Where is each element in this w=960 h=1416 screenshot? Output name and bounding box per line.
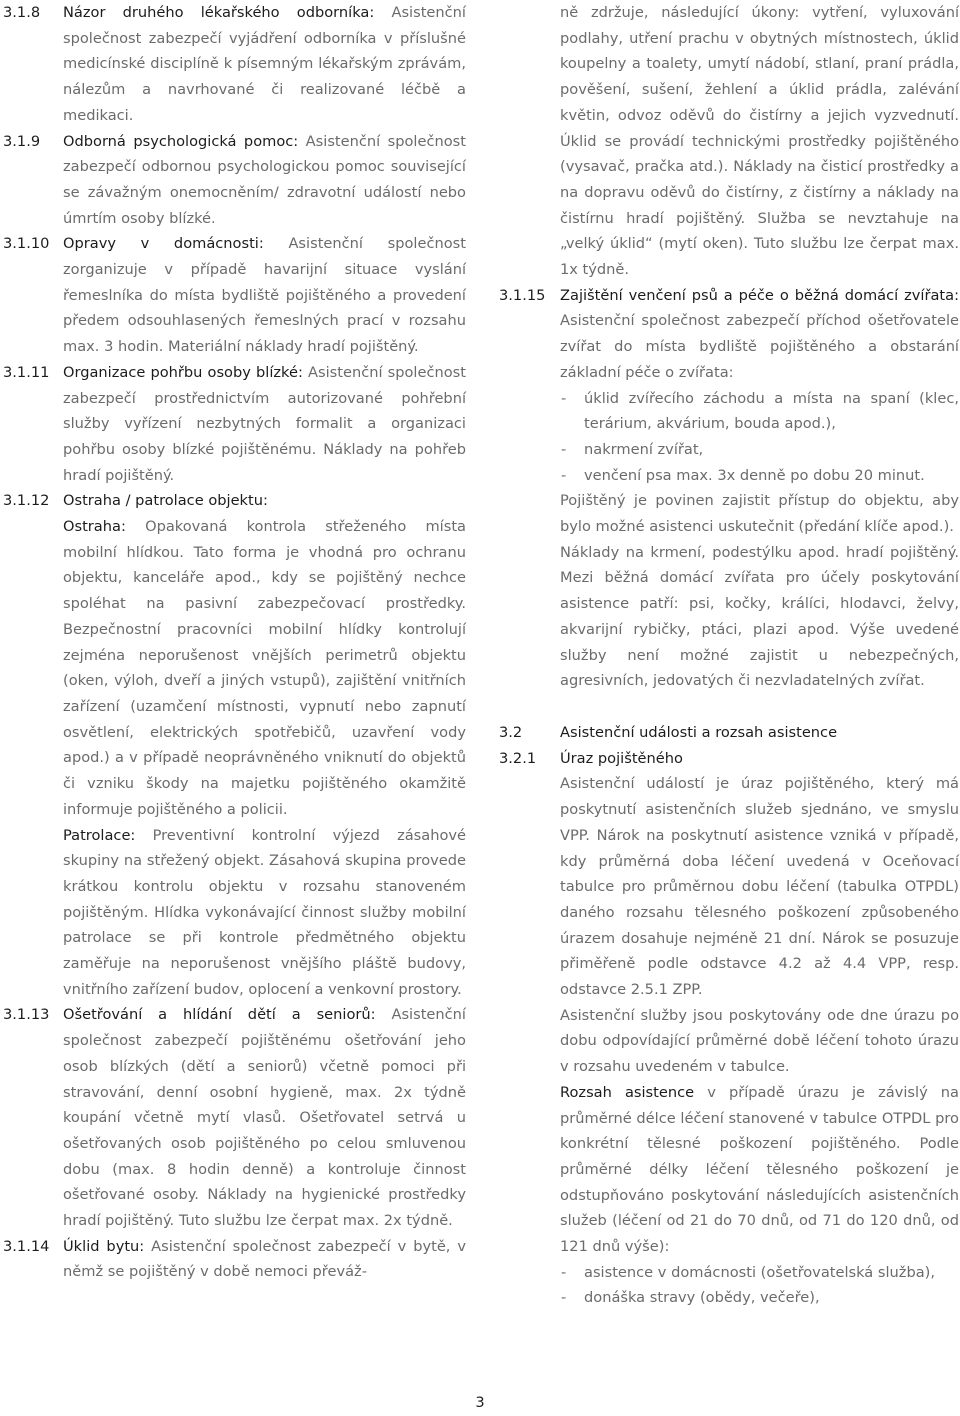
scope-text: v případě úrazu je závislý na průměrné délce léčení stanovené v tabulce OTPDL pro konkrétní tělesné poškození pojištěného. Podle průměrné délky léčení tělesného poškození je odstupňováno poskytování následujících asistenčních služeb (léčení od 21 do 70 dnů, od 71 do 120 dnů, od 121 dnů výše): xyxy=(560,1083,959,1256)
patrol-paragraph xyxy=(63,823,466,1003)
section-text: Asistenční společnost zabezpečí pojištěnému ošetřování jeho osob blízkých (dětí a seniorů) včetně pomoci při stravování, denní osobní hygieně, max. 2x týdně koupání včetně mytí vlasů. Ošetřovatel setrvá u ošetřovaných osob pojištěného po celou smluvenou dobu (max. 8 hodin denně) a kontroluje činnost ošetřované osoby. Náklady na hygienické prostředky hradí pojištěný. Tuto službu lze čerpat max. 2x týdně. xyxy=(63,1006,466,1230)
section-number: 3.1.15 xyxy=(499,286,546,304)
list-item: - úklid zvířecího záchodu a místa na spaní (klec, terárium, akvárium, bouda apod.), xyxy=(560,386,959,437)
guard-paragraph xyxy=(63,514,466,822)
section-number: 3.2.1 xyxy=(499,749,537,767)
section-3-2-1 xyxy=(499,746,959,1311)
section-title: Zajištění venčení psů a péče o běžná domácí zvířata: xyxy=(560,286,959,304)
section-title: Úklid bytu: xyxy=(63,1237,145,1255)
section-3-1-12 xyxy=(3,488,466,1002)
section-3-1-11 xyxy=(3,360,466,489)
section-3-1-15 xyxy=(499,283,959,694)
section-text: Asistenční společnost zabezpečí příchod ošetřovatele zvířat do místa bydliště pojištěného a obstarání základní péče o zvířata: xyxy=(560,312,959,381)
section-3-1-8 xyxy=(3,0,466,129)
section-title: Úraz pojištěného xyxy=(560,749,683,767)
section-number: 3.1.12 xyxy=(3,492,50,510)
paragraph: Asistenční služby jsou poskytovány ode dne úrazu po dobu odpovídající průměrné době léčení tohoto úrazu v rozsahu uvedeném v tabulce. xyxy=(560,1006,959,1076)
section-3-1-10 xyxy=(3,231,466,360)
list-item: - nakrmení zvířat, xyxy=(560,437,959,463)
section-number: 3.2 xyxy=(499,723,523,741)
section-text: Asistenční společnost zorganizuje v případě havarijní situace vyslání řemeslníka do místa bydliště pojištěného a provedení předem odsouhlasených řemeslných prací v rozsahu max. 3 hodin. Materiální náklady hradí pojištěný. xyxy=(63,235,466,356)
section-text-continued: ně zdržuje, následující úkony: vytření, vyluxování podlahy, utření prachu v obytných místnostech, úklid koupelny a toalety, umytí nádobí, stlaní, praní prádla, pověšení, sušení, žehlení a úklid prádla, zalévání květin, odvoz oděvů do čistírny a jejich vyzvednutí. Úklid se provádí technickými prostředky pojištěného (vysavač, pračka atd.). Náklady na čisticí prostředky a na dopravu oděvů do čistírny, z čistírny a náklady na čistírnu hradí pojištěný. Služba se nevztahuje na „velký úklid“ (mytí oken). Tuto službu lze čerpat max. 1x týdně. xyxy=(560,4,959,279)
section-number: 3.1.10 xyxy=(3,235,50,253)
right-column xyxy=(499,0,959,1311)
section-title: Organizace pohřbu osoby blízké: xyxy=(63,363,303,381)
section-number: 3.1.9 xyxy=(3,132,41,150)
section-number: 3.1.14 xyxy=(3,1237,50,1255)
section-3-2 xyxy=(499,720,959,746)
patrol-label: Patrolace: xyxy=(63,826,136,844)
patrol-text: Preventivní kontrolní výjezd zásahové skupiny na střežený objekt. Zásahová skupina provede krátkou kontrolu objektu v rozsahu stanoveném pojištěným. Hlídka vykonávající činnost služby mobilní patrolace se při kontrole předmětného objektu zaměřuje na neporušenost vnějšího pláště budovy, vnitřního zařízení budov, oplocení a venkovní prostory. xyxy=(63,826,467,998)
section-3-1-14-continued xyxy=(499,0,959,283)
section-title: Opravy v domácnosti: xyxy=(63,235,264,253)
guard-label: Ostraha: xyxy=(63,518,126,536)
list-item: - donáška stravy (obědy, večeře), xyxy=(560,1285,959,1311)
section-title: Ostraha / patrolace objektu: xyxy=(63,492,268,510)
list-item: - asistence v domácnosti (ošetřovatelská služba), xyxy=(560,1260,959,1286)
care-list xyxy=(560,386,959,489)
section-text-start: Asistenční společnost zabezpečí v bytě, v němž se pojištěný v době nemoci převáž- xyxy=(63,1237,467,1281)
scope-paragraph xyxy=(560,1080,959,1260)
section-3-1-9 xyxy=(3,129,466,232)
guard-text: Opakovaná kontrola střeženého místa mobilní hlídkou. Tato forma je vhodná pro ochranu objektu, kanceláře apod., kdy se pojištěný nechce spoléhat na pasivní zabezpečovací prostředky. Bezpečnostní pracovníci mobilní hlídky kontrolují zejména neporušenost vnějších perimetrů objektu (oken, výloh, dveří a jiných vstupů), zajištění vnitřních zařízení (uzamčení místnosti, vypnutí nebo zapnutí osvětlení, elektrických spotřebičů, uzavření vody apod.) a v případě neoprávněného vniknutí do objektů či vzniku škody na majetku pojištěného okamžitě informuje pojištěného a policii. xyxy=(63,518,466,818)
left-column xyxy=(3,0,466,1285)
section-title: Asistenční události a rozsah asistence xyxy=(560,723,838,741)
section-3-1-14 xyxy=(3,1234,466,1285)
services-list xyxy=(560,1260,959,1311)
section-title: Odborná psychologická pomoc: xyxy=(63,132,299,150)
page-number: 3 xyxy=(475,1394,485,1411)
section-number: 3.1.8 xyxy=(3,4,41,21)
section-text: Asistenční společnost zabezpečí prostřednictvím autorizované pohřební služby vyřízení nezbytných formalit a organizaci pohřbu osoby blízké pojištěnému. Náklady na pohřeb hradí pojištěný. xyxy=(63,363,466,484)
section-number: 3.1.13 xyxy=(3,1006,50,1024)
list-item: - venčení psa max. 3x denně po dobu 20 minut. xyxy=(560,463,959,489)
costs-paragraph: Náklady na krmení, podestýlku apod. hradí pojištěný. Mezi běžná domácí zvířata pro účely poskytování asistence patří: psi, kočky, králíci, hlodavci, želvy, akvarijní rybičky, ptáci, plazi apod. Výše uvedené služby není možné zajistit u nebezpečných, agresivních, jedovatých či nezvladatelných zvířat. xyxy=(560,543,959,690)
section-number: 3.1.11 xyxy=(3,363,50,381)
section-title: Ošetřování a hlídání dětí a seniorů: xyxy=(63,1006,376,1024)
section-title: Názor druhého lékařského odborníka: xyxy=(63,4,375,21)
paragraph: Asistenční událostí je úraz pojištěného, který má poskytnutí asistenčních služeb sjednáno, ve smyslu VPP. Nárok na poskytnutí asistence vzniká v případě, kdy průměrná doba léčení uvedená v Oceňovací tabulce pro průměrnou dobu léčení (tabulka OTPDL) daného rozsahu tělesného poškození způsobeného úrazem dosahuje nejméně 21 dní. Nárok se posuzuje přiměřeně podle odstavce 4.2 až 4.4 VPP, resp. odstavce 2.5.1 ZPP. xyxy=(560,775,959,999)
section-text: Asistenční společnost zabezpečí odbornou psychologickou pomoc související se závažným onemocněním/ zdravotní událostí nebo úmrtím osoby blízké. xyxy=(63,132,466,227)
access-paragraph: Pojištěný je povinen zajistit přístup do objektu, aby bylo možné asistenci uskutečnit (předání klíče apod.). xyxy=(560,492,959,536)
section-text: Asistenční společnost zabezpečí vyjádření odborníka v příslušné medicínské disciplíně k písemným lékařským zprávám, nálezům a navrhované či realizované léčbě a medikaci. xyxy=(63,4,466,124)
section-3-1-13 xyxy=(3,1002,466,1233)
scope-label: Rozsah asistence xyxy=(560,1083,695,1101)
